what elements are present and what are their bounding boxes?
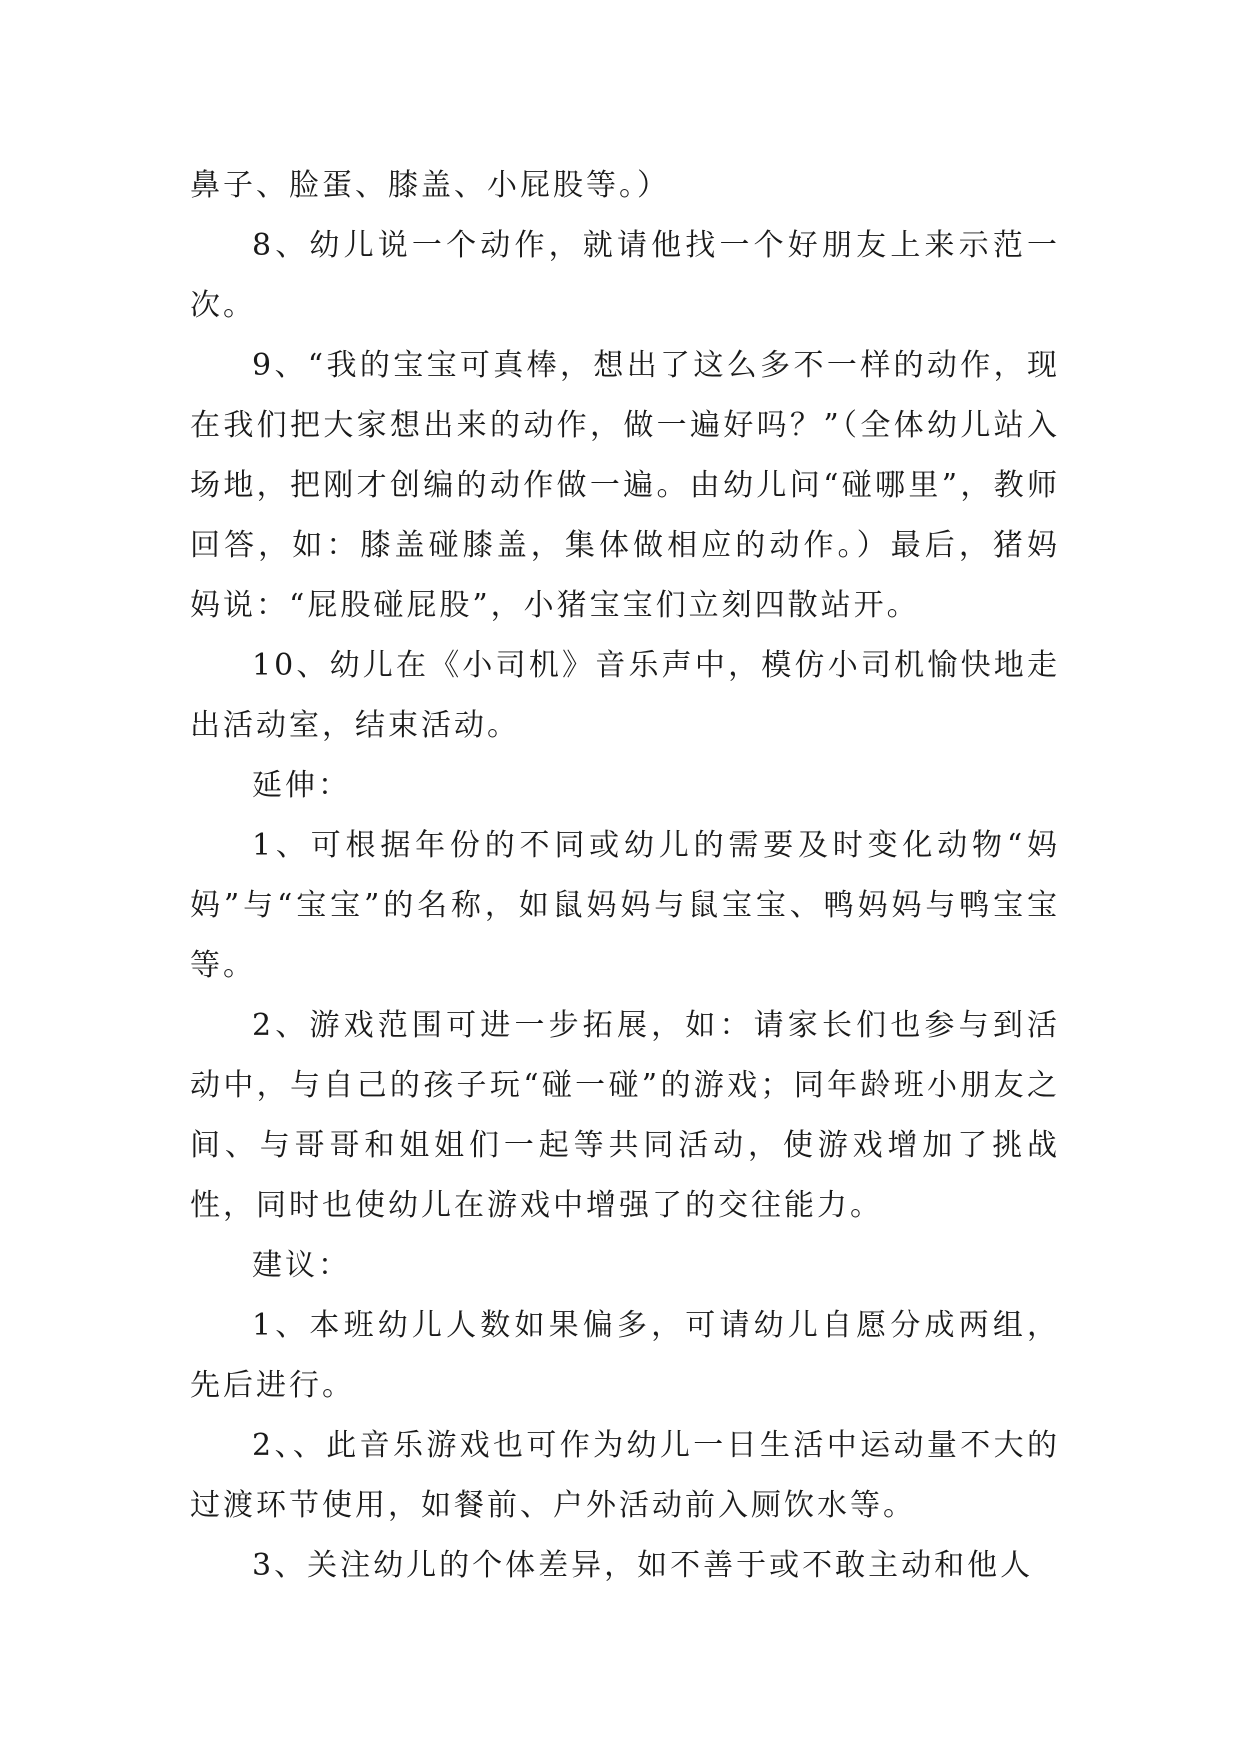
paragraph-suggestion-2: 2、、此音乐游戏也可作为幼儿一日生活中运动量不大的过渡环节使用，如餐前、户外活动前入厕饮水等。	[190, 1428, 1060, 1523]
paragraph-extension-1: 1、可根据年份的不同或幼儿的需要及时变化动物“妈妈”与“宝宝”的名称，如鼠妈妈与鼠宝宝、鸭妈妈与鸭宝宝等。	[190, 828, 1060, 983]
paragraph-step-10: 10、幼儿在《小司机》音乐声中，模仿小司机愉快地走出活动室，结束活动。	[190, 648, 1060, 743]
paragraph-suggestion-1: 1、本班幼儿人数如果偏多，可请幼儿自愿分成两组，先后进行。	[190, 1308, 1060, 1403]
paragraph-suggestion-3: 3、关注幼儿的个体差异，如不善于或不敢主动和他人	[252, 1548, 1034, 1583]
heading-extension: 延伸：	[252, 768, 351, 803]
paragraph-step-9: 9、“我的宝宝可真棒，想出了这么多不一样的动作，现在我们把大家想出来的动作，做一遍好吗？”（全体幼儿站入场地，把刚才创编的动作做一遍。由幼儿问“碰哪里”，教师回答，如：膝盖碰膝盖，集体做相应的动作。）最后，猪妈妈说：“屁股碰屁股”，小猪宝宝们立刻四散站开。	[190, 348, 1060, 623]
document-body	[190, 156, 1060, 1596]
heading-suggestion: 建议：	[252, 1248, 351, 1283]
paragraph-extension-2: 2、游戏范围可进一步拓展，如：请家长们也参与到活动中，与自己的孩子玩“碰一碰”的游戏；同年龄班小朋友之间、与哥哥和姐姐们一起等共同活动，使游戏增加了挑战性，同时也使幼儿在游戏中增强了的交往能力。	[190, 1008, 1060, 1223]
paragraph-step-8: 8、幼儿说一个动作，就请他找一个好朋友上来示范一次。	[190, 228, 1060, 323]
paragraph-continuation: 鼻子、脸蛋、膝盖、小屁股等。）	[190, 168, 670, 203]
